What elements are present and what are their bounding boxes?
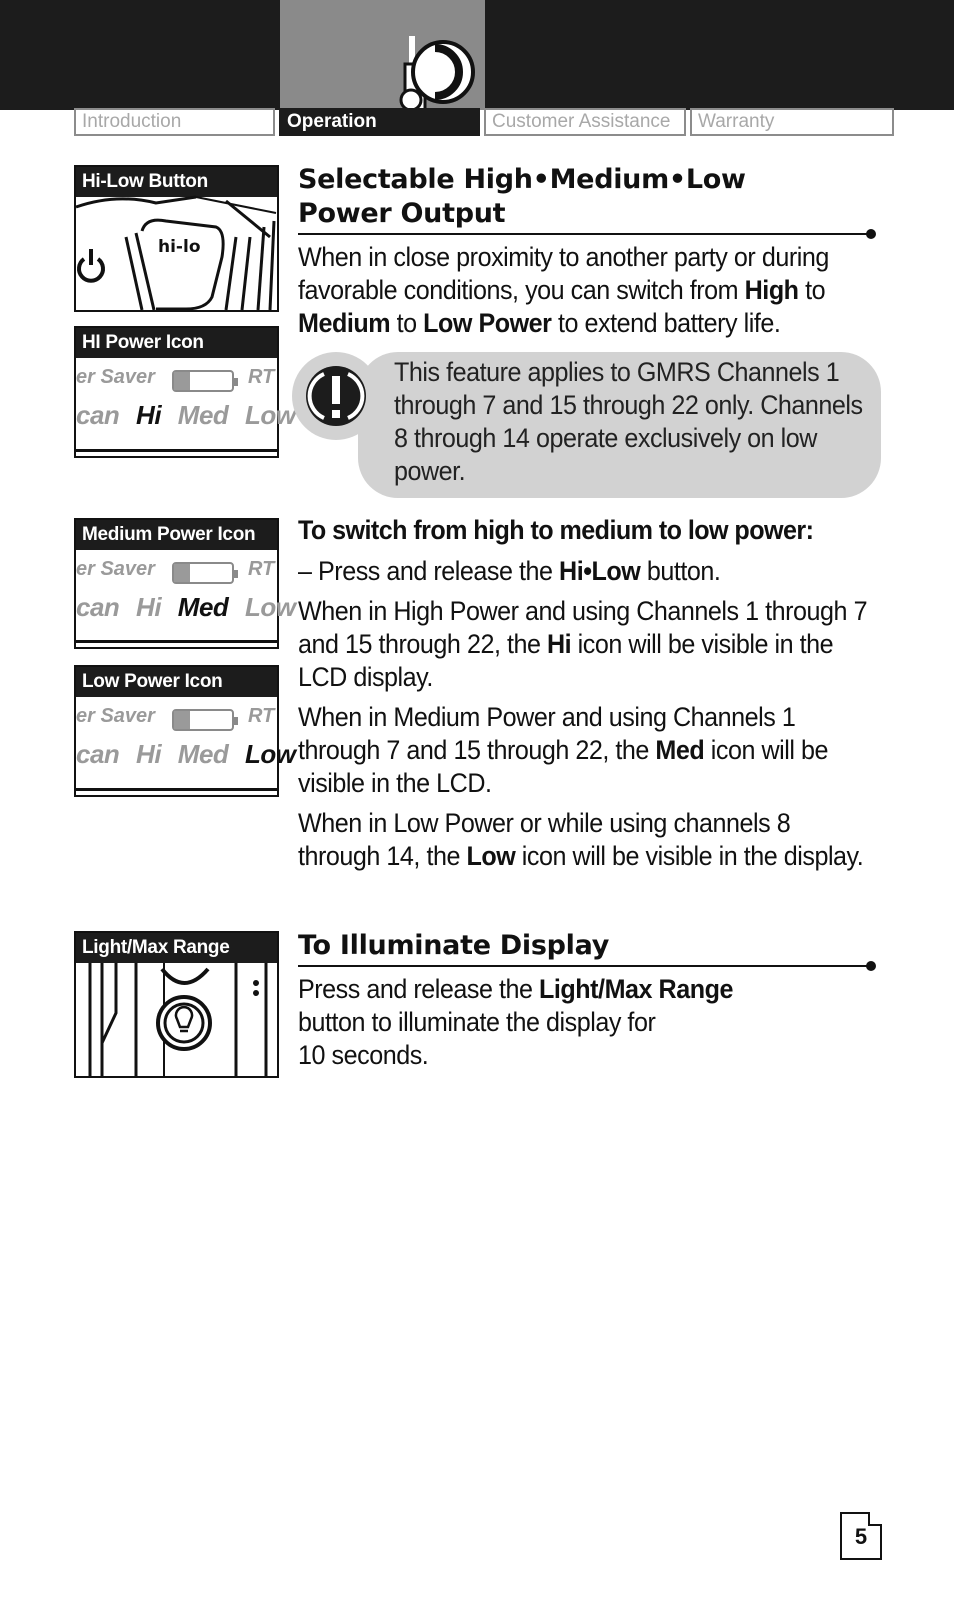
lcd-hi: Hi [136, 400, 162, 430]
lcd-power-saver: er Saver [76, 366, 155, 388]
lcd-hi: Hi [136, 592, 162, 622]
lcd-power-row: can Hi Med Low [76, 400, 296, 430]
battery-icon [172, 370, 234, 392]
lcd-rt: RT [248, 705, 275, 727]
lcd-med: Med [177, 400, 229, 430]
lcd-power-saver: er Saver [76, 705, 155, 727]
section-tabs [74, 108, 898, 136]
lcd-rt: RT [248, 366, 275, 388]
radio-icon [395, 36, 485, 116]
lcd-hi: Hi [136, 739, 162, 769]
battery-icon [172, 709, 234, 731]
figure-light-max-range [74, 931, 279, 1078]
section-illuminate-display [298, 929, 876, 1072]
figure-label: HI Power Icon [76, 328, 277, 358]
lcd-med: Med [177, 592, 229, 622]
section-title-line2: Power Output [298, 198, 506, 229]
figure-label: Light/Max Range [76, 933, 277, 963]
battery-icon [172, 562, 234, 584]
medium-power-paragraph: When in Medium Power and using Channels 1 through 7 and 15 through 22, the Med icon will be visible in the LCD. [298, 702, 828, 798]
light-button-illustration [76, 963, 277, 1076]
section-title-line1: Selectable High•Medium•Low [298, 164, 746, 195]
tab-warranty[interactable]: Warranty [690, 108, 894, 136]
figure-hi-power-icon [74, 326, 296, 458]
figure-label: Hi-Low Button [76, 167, 277, 197]
high-power-paragraph: When in High Power and using Channels 1 through 7 and 15 through 22, the Hi icon will be visible in the LCD display. [298, 596, 868, 692]
note-text: This feature applies to GMRS Channels 1 through 7 and 15 through 22 only. Channels 8 through 14 operate exclusively on low power. [394, 357, 863, 486]
page-number: 5 [840, 1512, 882, 1560]
lcd-power-row: can Hi Med Low [76, 739, 296, 769]
low-power-paragraph: When in Low Power or while using channels 8 through 14, the Low icon will be visible in the display. [298, 808, 864, 871]
figure-hilow-button [74, 165, 279, 312]
section-rule [298, 233, 870, 235]
tab-operation[interactable]: Operation [279, 108, 480, 136]
figure-label: Medium Power Icon [76, 520, 277, 550]
lcd-power-row: can Hi Med Low [76, 592, 296, 622]
illuminate-paragraph: Press and release the Light/Max Range button to illuminate the display for 10 seconds. [298, 974, 733, 1070]
illuminate-title: To Illuminate Display [298, 930, 610, 961]
figure-medium-power-icon [74, 518, 296, 649]
hilo-button-text: hi-lo [158, 237, 201, 257]
lcd-low: Low [245, 592, 296, 622]
figure-label: Low Power Icon [76, 667, 277, 697]
section-rule [298, 965, 870, 967]
switch-power-heading: To switch from high to medium to low power: [298, 515, 814, 545]
tab-customer-assistance[interactable]: Customer Assistance [484, 108, 686, 136]
power-icon [79, 249, 103, 281]
tab-introduction[interactable]: Introduction [74, 108, 275, 136]
note-text-wrap [394, 356, 874, 488]
lcd-rt: RT [248, 558, 275, 580]
figure-low-power-icon [74, 665, 296, 797]
page-header [0, 0, 954, 110]
lcd-power-saver: er Saver [76, 558, 155, 580]
lcd-med: Med [177, 739, 229, 769]
lcd-low: Low [245, 739, 296, 769]
section-switch-power [298, 514, 876, 873]
power-output-paragraph: When in close proximity to another party or during favorable conditions, you can switch from High to Medium to Low Power to extend battery life. [298, 242, 829, 338]
lcd-low: Low [245, 400, 296, 430]
switch-step: – Press and release the Hi•Low button. [298, 556, 721, 586]
exclamation-icon [302, 362, 370, 430]
section-power-output [298, 163, 876, 340]
